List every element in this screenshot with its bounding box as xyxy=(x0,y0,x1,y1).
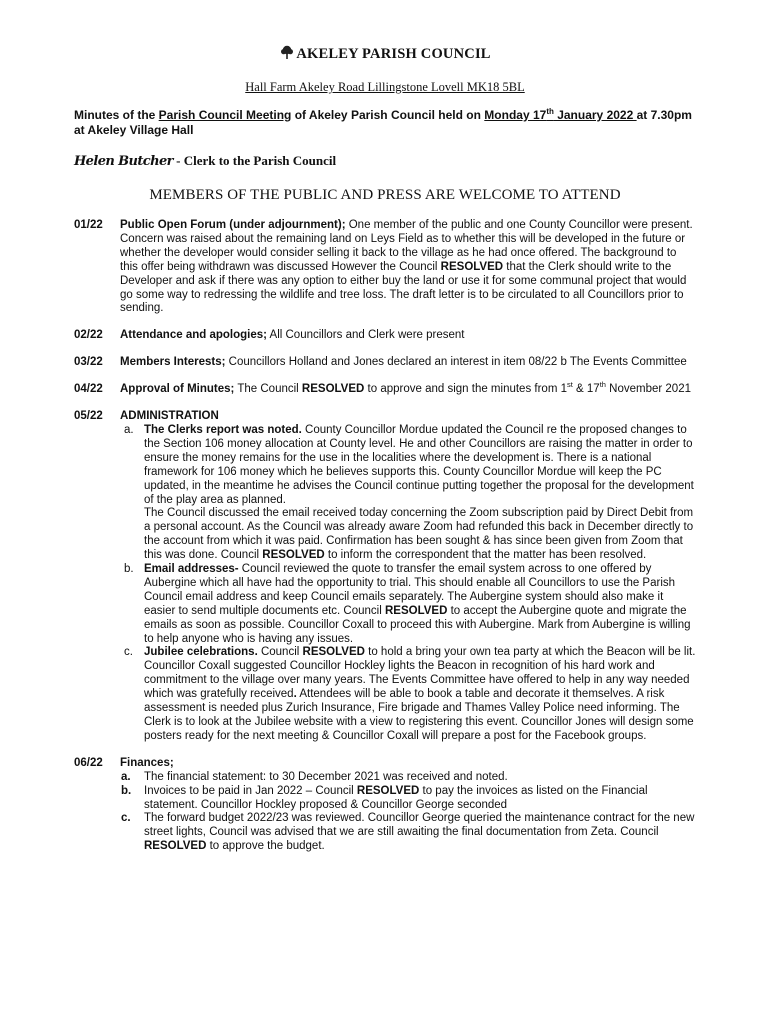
item-text: Councillors Holland and Jones declared an interest in item 08/22 b The Events Committee xyxy=(225,356,687,369)
sub-item-letter: c. xyxy=(121,812,131,825)
resolved-label: RESOLVED xyxy=(302,646,365,659)
sub-item-text: The Council discussed the email received today concerning the Zoom subscription paid by Direct Debit from a personal account. As the Council was already aware Zoom had refunded this back in December directly to the account from which it was paid. Confirmation has been sought & has since been given from Zoom that this was done. Council xyxy=(144,507,694,562)
sub-item-c xyxy=(120,812,696,854)
minute-item-02 xyxy=(74,329,696,343)
tree-logo-icon xyxy=(279,44,295,60)
sub-item-text: to accept the Aubergine quote and migrate the emails as soon as possible. Councillor Coxall to proceed this with Aubergine. Mark from Aubergine is willing to help anyone who is having any issues. xyxy=(144,604,691,645)
item-body xyxy=(120,329,696,343)
sub-item-body xyxy=(144,424,696,507)
item-text: The Council xyxy=(234,383,302,396)
meeting-date xyxy=(484,108,636,122)
minutes-intro xyxy=(74,108,704,138)
item-heading: Attendance and apologies; xyxy=(120,329,267,342)
sub-item-text: Council reviewed the quote to transfer the email system across to one offered by Aubergine which all have had the opportunity to trial. This should enable all Councillors to use the Parish Council email address and keep Council emails separately. The Aubergine system should also make it easier to send multiple documents etc. Council xyxy=(144,563,676,617)
date-rest: January 2022 xyxy=(553,108,637,122)
item-text: & 17 xyxy=(572,383,600,396)
sub-item-body xyxy=(144,812,696,854)
item-body xyxy=(120,219,696,233)
item-number: 02/22 xyxy=(74,329,103,342)
item-text: November 2021 xyxy=(605,383,691,396)
date-day: Monday 17 xyxy=(484,108,547,122)
item-text: All Councillors and Clerk were present xyxy=(266,329,465,342)
sub-item-body xyxy=(144,785,696,813)
sub-item-b xyxy=(120,785,696,813)
minute-item-03 xyxy=(74,356,696,370)
item-number: 03/22 xyxy=(74,356,103,369)
sub-item-text: The financial statement: to 30 December 2021 was received and noted. xyxy=(144,770,508,783)
clerk-signature: Helen Butcher xyxy=(74,154,173,169)
clerk-role: - Clerk to the Parish Council xyxy=(172,153,337,168)
sub-item-heading: The Clerks report was noted. xyxy=(144,423,302,436)
resolved-label: RESOLVED xyxy=(301,383,365,396)
item-body xyxy=(120,380,696,397)
resolved-label: RESOLVED xyxy=(262,549,325,562)
meeting-link: Parish Council Meeting xyxy=(158,108,292,122)
date-suffix: th xyxy=(546,107,554,116)
sub-item-letter: b. xyxy=(121,784,132,797)
item-text: Concern was raised about the remaining land on Leys Field as to whether this will be developed in the future or whether the developer would consider selling it back to the village as he had once offered. The background to this offer being withdrawn was discussed However the Council xyxy=(120,232,686,273)
minute-item-04 xyxy=(74,380,696,397)
resolved-label: RESOLVED xyxy=(440,260,504,273)
intro-text-2: of Akeley Parish Council held on xyxy=(291,108,485,122)
resolved-label: RESOLVED xyxy=(384,604,448,617)
sub-item-b xyxy=(120,563,696,646)
council-title xyxy=(0,44,770,63)
item-number: 01/22 xyxy=(74,219,103,231)
sub-item-text: to approve the budget. xyxy=(206,840,325,853)
minutes-items xyxy=(74,219,696,867)
item-heading: Public Open Forum (under adjournment); xyxy=(120,219,346,231)
sub-item-letter: a. xyxy=(124,423,134,436)
sub-item-body xyxy=(144,507,696,563)
sub-item-a xyxy=(120,424,696,563)
address-text: Hall Farm Akeley Road Lillingstone Lovell MK18 5BL xyxy=(245,80,525,94)
intro-text-1: Minutes of the xyxy=(74,108,159,122)
sub-item-text: Council xyxy=(257,646,303,659)
sub-item-text: to pay the invoices as listed on the Financial statement. Councillor Hockley proposed & Councillor George seconded xyxy=(144,784,648,811)
council-title-text: AKELEY PARISH COUNCIL xyxy=(296,46,491,62)
item-heading: ADMINISTRATION xyxy=(120,410,219,423)
sub-item-text: to hold a bring your own tea party at which the Beacon will be lit. Councillor Coxall suggested Councillor Hockley lights the Beacon in recognition of his hard work and commitment to the village over many years. The Events Committee have offered to help in any way needed which was gratefully received xyxy=(144,646,696,701)
item-heading: Approval of Minutes; xyxy=(120,383,235,396)
minute-item-05 xyxy=(74,410,696,744)
clerk-line xyxy=(74,153,336,169)
sub-item-text: . xyxy=(293,688,297,701)
sub-item-body xyxy=(144,771,696,785)
ordinal-suffix: st xyxy=(567,380,573,390)
sub-item-a xyxy=(120,771,696,785)
item-heading: Members Interests; xyxy=(120,356,226,369)
sub-item-text: Attendees will be able to book a table and decorate it themselves. A risk assessment is needed plus Zurich Insurance, Fire brigade and Thames Valley Police need informing. The Clerk is to look at the Jubilee website with a view to registering this event. Councillor Jones will design some posters ready for the next meeting & Councillor Coxall will prepare a post for the Facebook groups. xyxy=(144,688,694,742)
welcome-notice: MEMBERS OF THE PUBLIC AND PRESS ARE WELCOME TO ATTEND xyxy=(149,187,621,203)
item-number: 04/22 xyxy=(74,383,103,396)
sub-item-text: The forward budget 2022/23 was reviewed. Councillor George queried the maintenance contract for the new street lights, Council was advised that we are still awaiting the final documentation from Zeta. Council xyxy=(144,812,695,839)
item-text: that the Clerk should write to the Developer and ask if there was any option to either buy the land or use it for some communal project that would go some way to redressing the wildlife and tree loss. The draft letter is to be circulated to all Councillors prior to sending. xyxy=(120,260,687,315)
sub-item-heading: Email addresses- xyxy=(144,563,239,576)
item-heading: Finances; xyxy=(120,756,174,769)
intro-text-3: at 7.30pm at Akeley Village Hall xyxy=(74,108,692,137)
sub-item-body xyxy=(144,646,696,743)
ordinal-suffix: th xyxy=(599,380,606,390)
item-number: 06/22 xyxy=(74,756,103,769)
minute-item-06 xyxy=(74,757,696,854)
item-number: 05/22 xyxy=(74,410,103,423)
sub-item-letter: a. xyxy=(121,770,131,783)
sub-item-text: County Councillor Mordue updated the Council re the proposed changes to the Section 106 money allocation at County level. He and other Councillors are raising the matter in order to ensure the money remains for the use in the localities where the development is. There is a national framework for 106 money which he believes supports this. County Councillor Mordue will keep the PC updated, in the meantime he advises the Council continue putting together the proposal for the development of the play area as planned. xyxy=(144,423,694,506)
sub-item-heading: Jubilee celebrations. xyxy=(144,646,258,659)
item-body xyxy=(120,233,696,316)
item-body xyxy=(120,356,696,370)
sub-item-letter: c. xyxy=(124,646,133,659)
sub-item-body xyxy=(144,563,696,646)
council-address xyxy=(0,80,770,95)
sub-item-text: Invoices to be paid in Jan 2022 – Council xyxy=(144,784,357,797)
sub-item-c xyxy=(120,646,696,743)
minute-item-01 xyxy=(74,219,696,316)
item-text: to approve and sign the minutes from 1 xyxy=(364,383,567,396)
resolved-label: RESOLVED xyxy=(356,784,420,797)
resolved-label: RESOLVED xyxy=(144,840,207,853)
item-text: One member of the public and one County Councillor were present. xyxy=(345,219,693,231)
sub-item-letter: b. xyxy=(124,563,134,576)
sub-item-text: to inform the correspondent that the matter has been resolved. xyxy=(324,549,647,562)
